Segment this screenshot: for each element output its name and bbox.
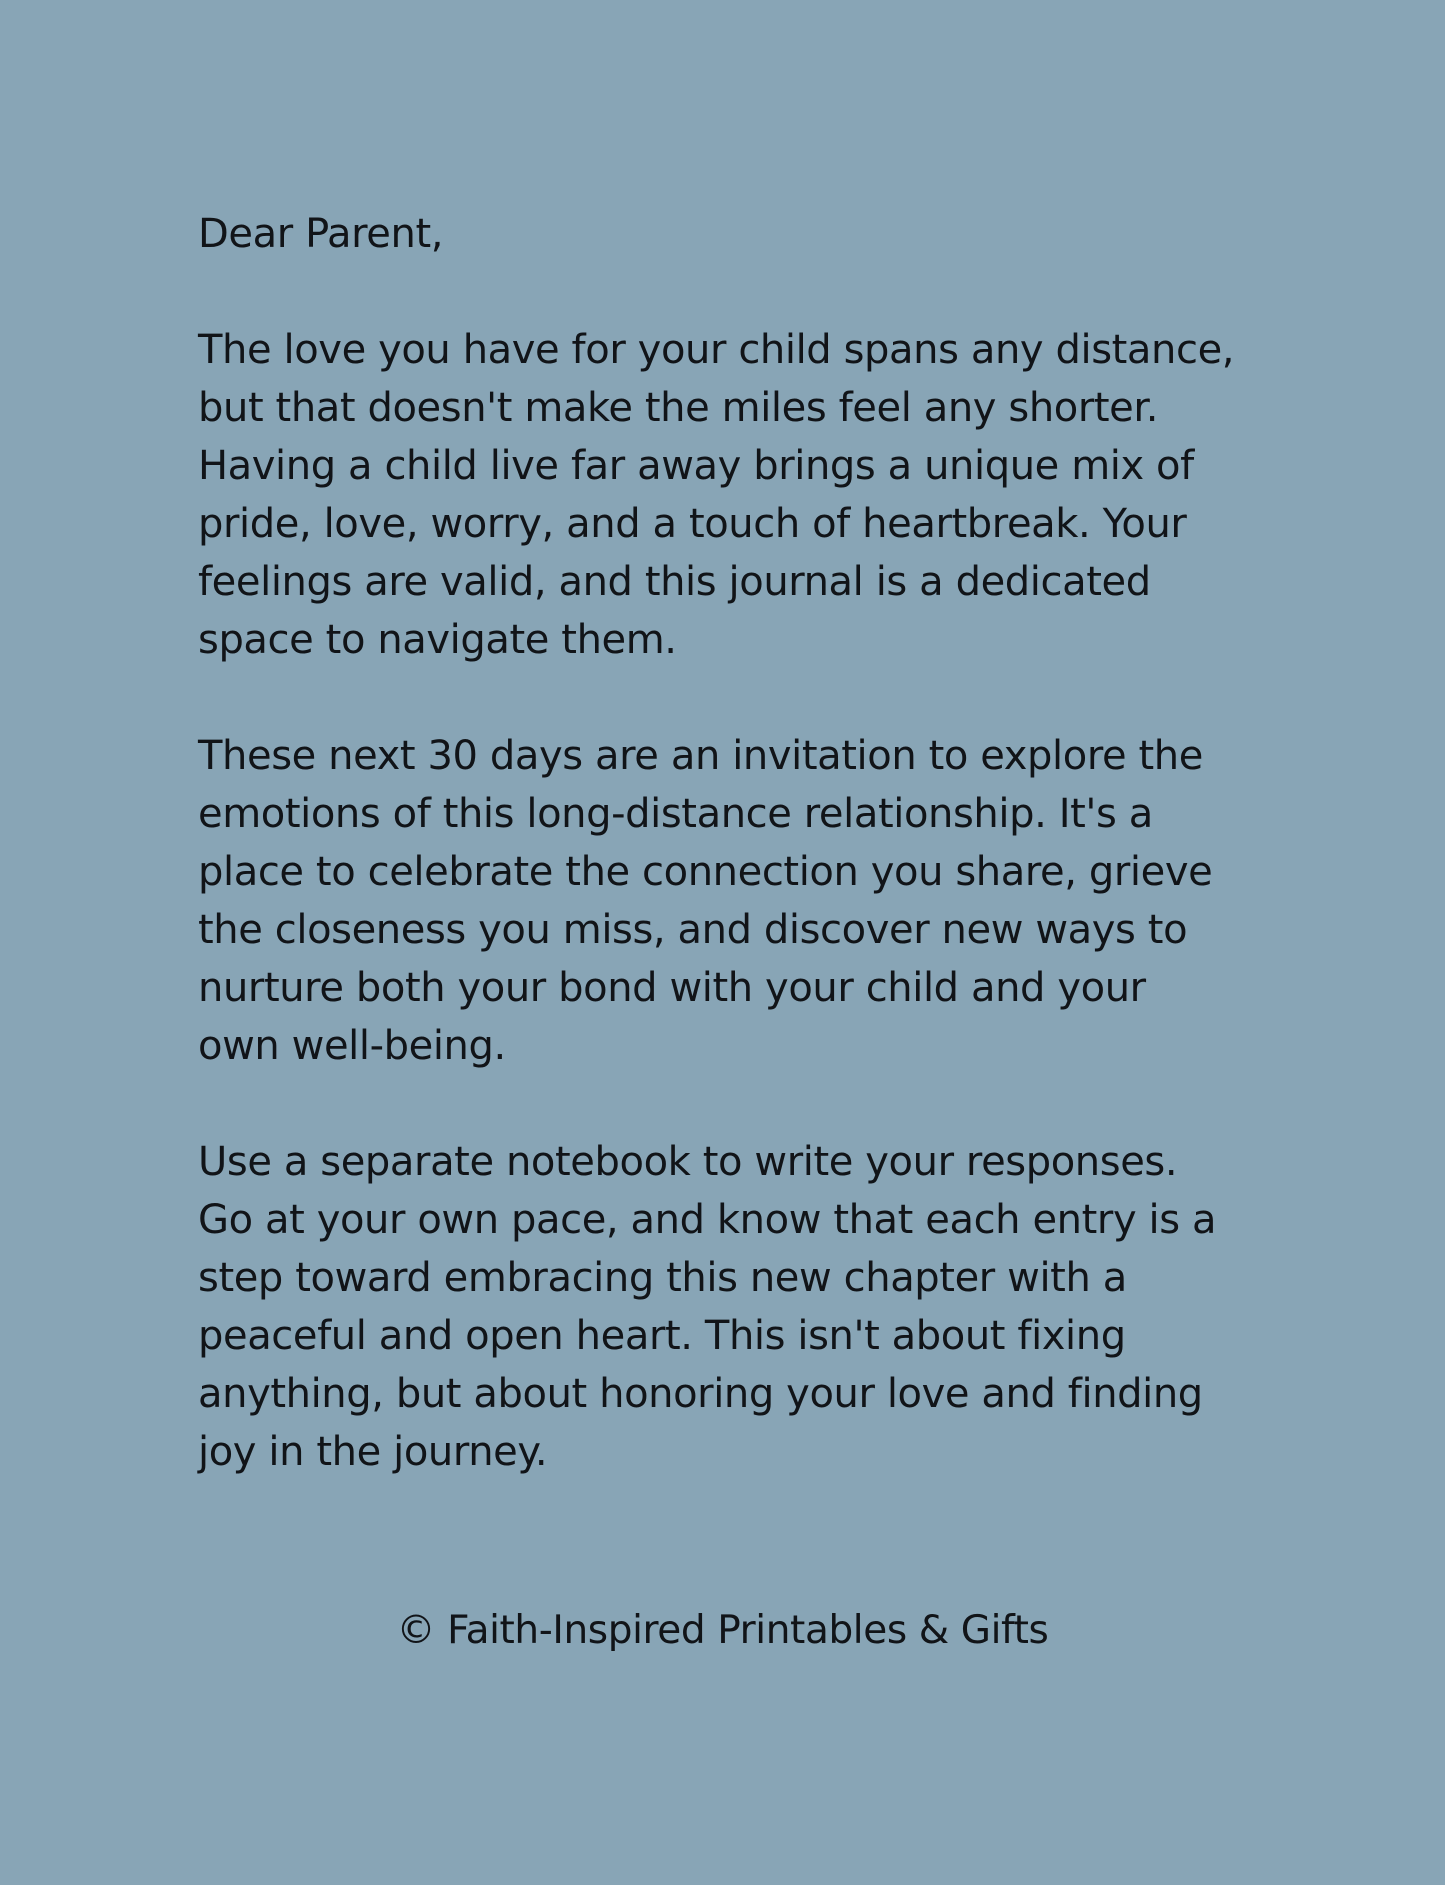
paragraph-line: space to navigate them. <box>198 617 677 663</box>
paragraph-line: peaceful and open heart. This isn't about fixing <box>198 1313 1126 1359</box>
paragraph-line: The love you have for your child spans any distance, <box>198 327 1235 373</box>
paragraph-line: emotions of this long-distance relationship. It's a <box>198 791 1153 837</box>
paragraph-instructions <box>198 1133 1278 1481</box>
paragraph-line: Having a child live far away brings a unique mix of <box>198 443 1194 489</box>
paragraph-line: anything, but about honoring your love and finding <box>198 1371 1203 1417</box>
paragraph-line: the closeness you miss, and discover new ways to <box>198 907 1188 953</box>
paragraph-line: nurture both your bond with your child and your <box>198 965 1146 1011</box>
paragraph-line: but that doesn't make the miles feel any shorter. <box>198 385 1159 431</box>
letter-body <box>198 205 1278 1539</box>
paragraph-intro <box>198 321 1278 669</box>
copyright-notice: © Faith-Inspired Printables & Gifts <box>396 1608 1049 1653</box>
paragraph-line: pride, love, worry, and a touch of heartbreak. Your <box>198 501 1187 547</box>
paragraph-line: step toward embracing this new chapter with a <box>198 1255 1127 1301</box>
paragraph-line: own well-being. <box>198 1023 506 1069</box>
paragraph-line: place to celebrate the connection you share, grieve <box>198 849 1213 895</box>
paragraph-line: These next 30 days are an invitation to explore the <box>198 733 1203 779</box>
paragraph-line: joy in the journey. <box>198 1429 548 1475</box>
salutation: Dear Parent, <box>198 211 444 257</box>
paragraph-line: feelings are valid, and this journal is a dedicated <box>198 559 1151 605</box>
paragraph-line: Use a separate notebook to write your responses. <box>198 1139 1178 1185</box>
paragraph-invitation <box>198 727 1278 1075</box>
paragraph-line: Go at your own pace, and know that each entry is a <box>198 1197 1217 1243</box>
